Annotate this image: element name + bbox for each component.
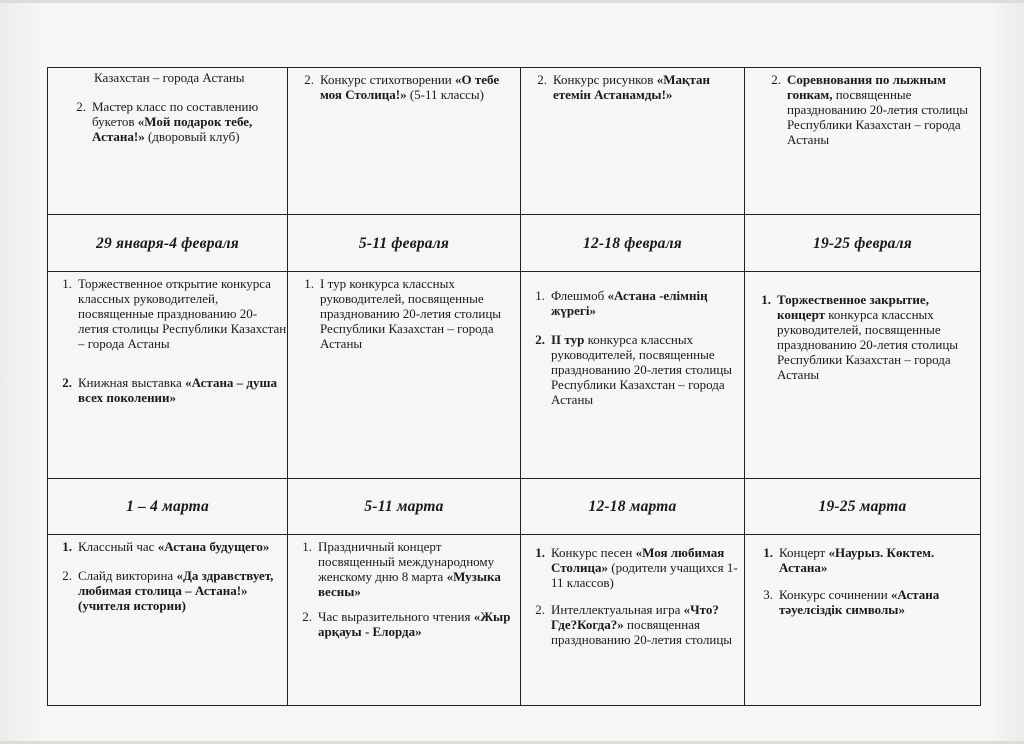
date-cell xyxy=(288,479,521,535)
list-item xyxy=(48,99,287,144)
item-title: «Мой подарок тебе, Астана!» xyxy=(92,114,253,144)
list-item xyxy=(521,545,744,590)
item-number: 1. xyxy=(304,276,314,291)
date-cell xyxy=(48,479,288,535)
date-cell xyxy=(745,215,981,272)
table-cell xyxy=(521,272,745,479)
list-item xyxy=(288,72,520,102)
item-text: конкурса классных руководителей, посвященные празднованию 20-летия столицы Республики Казахстан – города Астаны xyxy=(777,307,959,382)
item-text: Торжественное открытие конкурса классных руководителей, посвященные празднованию 20-летия столицы Республики Казахстан – города Астаны xyxy=(78,276,287,351)
item-title: «Да здравствует, любимая столица – Астана!» (учителя истории) xyxy=(78,568,274,613)
list-item xyxy=(288,276,520,351)
item-number: 2. xyxy=(76,99,86,114)
item-title: «Музыка весны» xyxy=(318,569,501,599)
item-title: II тур xyxy=(551,332,585,347)
item-number: 3. xyxy=(763,587,773,602)
list-item xyxy=(48,276,287,351)
item-number: 1. xyxy=(763,545,773,560)
item-text: посвященные празднованию 20-летия столицы Республики Казахстан – города Астаны xyxy=(787,87,969,147)
cell-text: Казахстан – города Астаны xyxy=(94,70,245,85)
date-cell xyxy=(48,215,288,272)
item-title: «Жыр арқауы - Елорда» xyxy=(318,609,511,639)
date-cell xyxy=(288,215,521,272)
item-text: Конкурс песен xyxy=(551,545,636,560)
item-number: 2. xyxy=(62,568,72,583)
item-number: 2. xyxy=(535,602,545,617)
list-item xyxy=(745,587,980,617)
date-cell xyxy=(745,479,981,535)
table-cell xyxy=(521,535,745,706)
table-cell xyxy=(48,272,288,479)
item-number: 1. xyxy=(761,292,771,307)
item-number: 1. xyxy=(62,539,72,554)
week-date: 12-18 февраля xyxy=(583,234,682,252)
item-title: «О тебе моя Столица!» xyxy=(320,72,500,102)
list-item xyxy=(745,545,980,575)
item-title: «Астана – душа всех поколении» xyxy=(78,375,277,405)
week-date: 1 – 4 марта xyxy=(126,498,209,515)
list-item xyxy=(48,375,287,405)
table-row xyxy=(48,68,981,215)
item-note: (5-11 классы) xyxy=(406,87,484,102)
table-cell xyxy=(288,535,521,706)
item-title: «Моя любимая Столица» xyxy=(551,545,725,575)
item-number: 2. xyxy=(771,72,781,87)
date-row xyxy=(48,479,981,535)
item-number: 1. xyxy=(535,288,545,303)
item-title: «Что?Где?Когда?» xyxy=(551,602,719,632)
item-title: «Мақтан етемін Астанамды!» xyxy=(553,72,710,102)
item-note: (дворовый клуб) xyxy=(144,129,240,144)
item-text: I тур конкурса классных руководителей, посвященные празднованию 20-летия столицы Республики Казахстан – города Астаны xyxy=(320,276,502,351)
item-text: Конкурс рисунков xyxy=(553,72,657,87)
item-text: конкурса классных руководителей, посвященные празднованию 20-летия столицы Республики Казахстан – города Астаны xyxy=(551,332,733,407)
list-item xyxy=(288,539,520,599)
date-cell xyxy=(521,479,745,535)
list-item xyxy=(521,332,744,407)
item-title: «Астана тәуелсіздік символы» xyxy=(779,587,940,617)
item-number: 1. xyxy=(62,276,72,291)
item-text: Интеллектуальная игра xyxy=(551,602,684,617)
item-number: 2. xyxy=(304,72,314,87)
table-row xyxy=(48,272,981,479)
schedule-table xyxy=(47,67,981,706)
table-cell xyxy=(48,68,288,215)
list-item xyxy=(288,609,520,639)
week-date: 5-11 марта xyxy=(364,498,444,515)
item-text: Слайд викторина xyxy=(78,568,177,583)
list-item xyxy=(745,292,980,382)
item-note: посвященная празднованию 20-летия столицы xyxy=(551,617,733,647)
item-number: 2. xyxy=(302,609,312,624)
item-text: Мастер класс по составлению букетов xyxy=(92,99,259,129)
item-text: Праздничный концерт посвященный международному женскому дню 8 марта xyxy=(318,539,495,584)
list-item xyxy=(521,288,744,318)
item-number: 2. xyxy=(537,72,547,87)
list-item xyxy=(745,72,980,147)
item-text: Флешмоб xyxy=(551,288,608,303)
item-text: Книжная выставка xyxy=(78,375,186,390)
week-date: 5-11 февраля xyxy=(358,234,450,252)
item-title: «Астана -елімнің жүрегі» xyxy=(551,288,708,318)
table-row xyxy=(48,535,981,706)
item-title: «Наурыз. Көктем. Астана» xyxy=(779,545,935,575)
item-title: Торжественное закрытие, концерт xyxy=(777,292,929,322)
week-date: 29 января-4 февраля xyxy=(96,234,239,252)
table-cell xyxy=(48,535,288,706)
date-row xyxy=(48,215,981,272)
table-cell xyxy=(288,272,521,479)
table-cell xyxy=(745,272,981,479)
date-cell xyxy=(521,215,745,272)
item-text: Конкурс стихотворении xyxy=(320,72,455,87)
week-date: 19-25 февраля xyxy=(813,234,912,252)
item-text: Час выразительного чтения xyxy=(318,609,474,624)
week-date: 12-18 марта xyxy=(588,498,677,515)
list-item xyxy=(521,602,744,647)
item-text: Конкурс сочинении xyxy=(779,587,891,602)
table-cell xyxy=(521,68,745,215)
table-cell xyxy=(745,535,981,706)
table-cell xyxy=(288,68,521,215)
item-note: (родители учащихся 1-11 классов) xyxy=(551,560,738,590)
item-number: 2. xyxy=(62,375,72,390)
list-item xyxy=(48,539,287,554)
item-number: 2. xyxy=(535,332,545,347)
item-number: 1. xyxy=(302,539,312,554)
list-item xyxy=(48,568,287,613)
table-cell xyxy=(745,68,981,215)
week-date: 19-25 марта xyxy=(818,498,907,515)
item-text: Классный час xyxy=(78,539,158,554)
item-title: «Астана будущего» xyxy=(157,539,270,554)
item-text: Концерт xyxy=(779,545,829,560)
list-item xyxy=(521,72,744,102)
item-number: 1. xyxy=(535,545,545,560)
item-title: Соревнования по лыжным гонкам, xyxy=(787,72,946,102)
